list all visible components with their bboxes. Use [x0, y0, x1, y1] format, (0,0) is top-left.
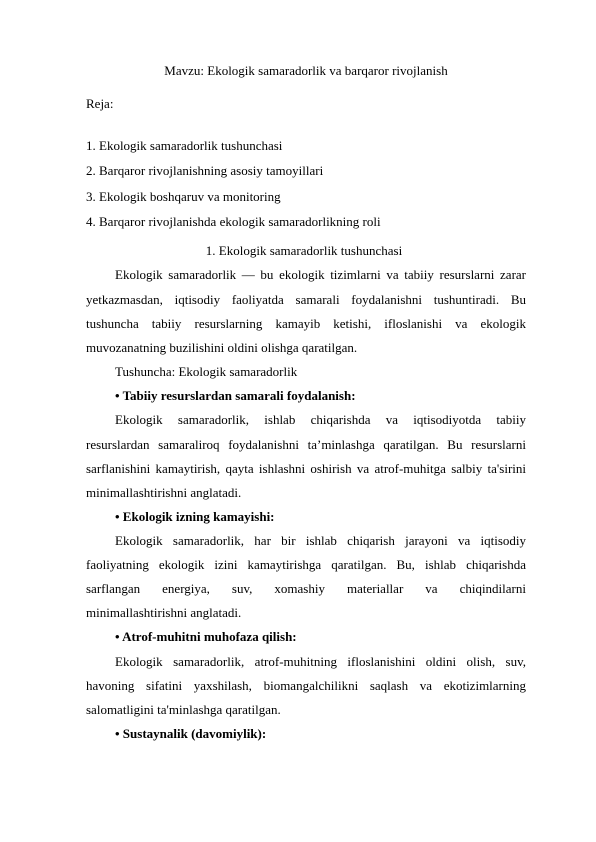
bullet-heading: • Tabiiy resurslardan samarali foydalanish: — [115, 388, 356, 403]
section-heading: 1. Ekologik samaradorlik tushunchasi — [205, 243, 403, 258]
plan-item: 3. Ekologik boshqaruv va monitoring — [86, 189, 281, 204]
plan-label: Reja: — [86, 96, 114, 111]
bullet-heading: • Atrof-muhitni muhofaza qilish: — [115, 629, 297, 644]
plan-item: 4. Barqaror rivojlanishda ekologik samaradorlikning roli — [86, 214, 381, 229]
paragraph-line: Ekologik samaradorlik, atrof-muhitning ifloslanishini oldini olish, suv, — [115, 654, 526, 669]
paragraph-line: havoning sifatini yaxshilash, biomangalchilikni saqlash va ekotizimlarning — [86, 678, 526, 693]
paragraph-line: minimallashtirishni anglatadi. — [86, 485, 242, 500]
concept-label: Tushuncha: Ekologik samaradorlik — [115, 364, 298, 379]
paragraph-line: muvozanatning buzilishini oldini olishga qaratilgan. — [86, 340, 358, 355]
paragraph-line: Ekologik samaradorlik, har bir ishlab chiqarish jarayoni va iqtisodiy — [115, 533, 526, 548]
paragraph-line: sarflangan energiya, suv, xomashiy materiallar va chiqindilarni — [86, 581, 526, 596]
paragraph-line: salomatligini ta'minlashga qaratilgan. — [86, 702, 281, 717]
paragraph-line: Ekologik samaradorlik, ishlab chiqarishda va iqtisodiyotda tabiiy — [115, 412, 526, 427]
plan-item: 1. Ekologik samaradorlik tushunchasi — [86, 138, 283, 153]
document-title: Mavzu: Ekologik samaradorlik va barqaror rivojlanish — [164, 63, 448, 78]
bullet-heading: • Sustaynalik (davomiylik): — [115, 726, 267, 741]
paragraph-line: yetkazmasdan, iqtisodiy faoliyatda samarali foydalanishni tushuntiradi. Bu — [86, 292, 526, 307]
paragraph-line: Ekologik samaradorlik — bu ekologik tizimlarni va tabiiy resurslarni zarar — [115, 267, 526, 282]
paragraph-line: resurslardan samaraliroq foydalanishni ta’minlashga qaratilgan. Bu resurslarni — [86, 437, 526, 452]
paragraph-line: sarflanishini kamaytirish, qayta ishlashni oshirish va atrof-muhitga salbiy ta'sirini — [86, 461, 526, 476]
bullet-heading: • Ekologik izning kamayishi: — [115, 509, 275, 524]
paragraph-line: faoliyatning ekologik izini kamaytirishga qaratilgan. Bu, ishlab chiqarishda — [86, 557, 526, 572]
plan-item: 2. Barqaror rivojlanishning asosiy tamoyillari — [86, 163, 324, 178]
paragraph-line: minimallashtirishni anglatadi. — [86, 605, 242, 620]
paragraph-line: tushuncha tabiiy resurslarning kamayib ketishi, ifloslanishi va ekologik — [86, 316, 526, 331]
